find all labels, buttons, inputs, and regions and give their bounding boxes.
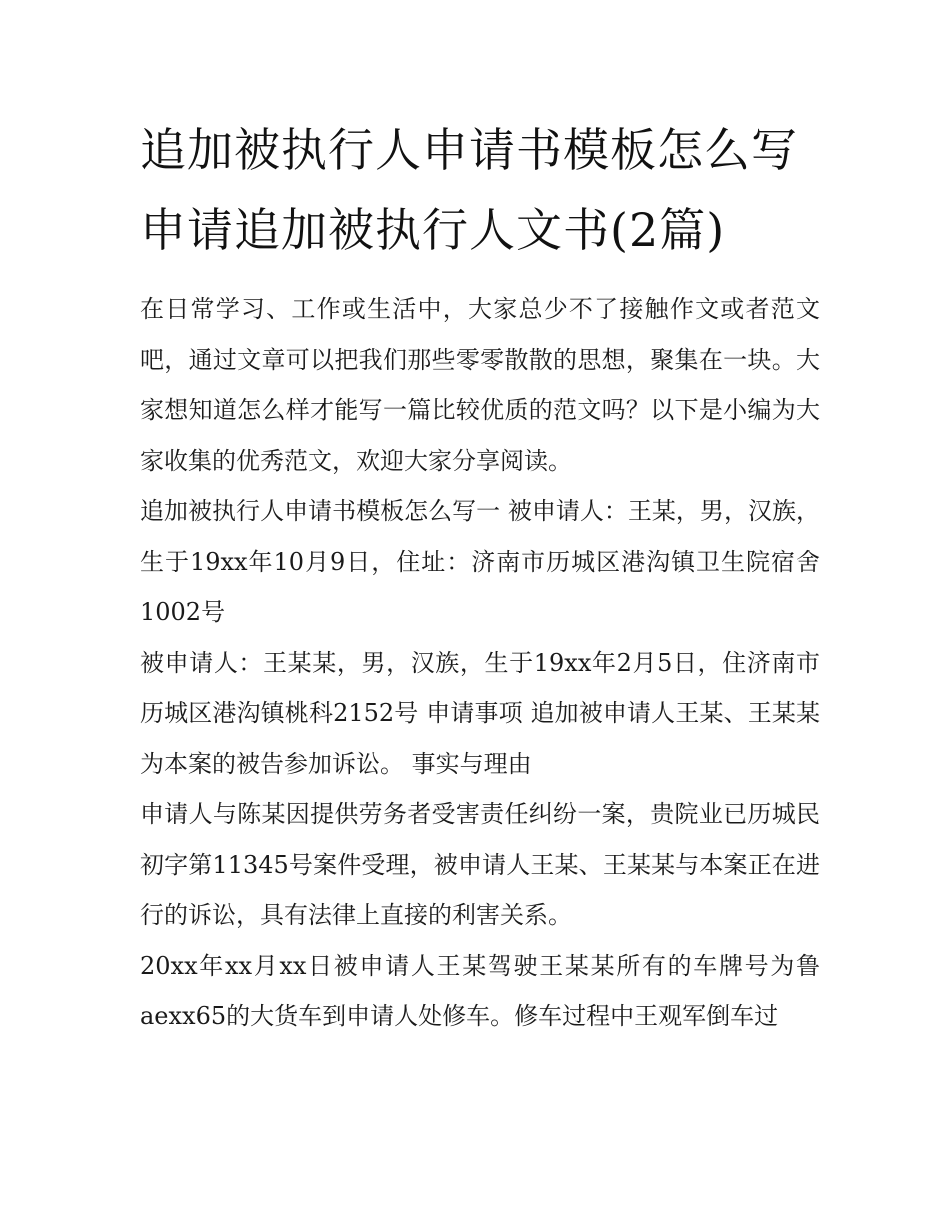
- paragraph-intro: 在日常学习、工作或生活中，大家总少不了接触作文或者范文吧，通过文章可以把我们那些零零散散的思想，聚集在一块。大家想知道怎么样才能写一篇比较优质的范文吗？以下是小编为大家收集的优秀范文，欢迎大家分享阅读。: [140, 295, 820, 475]
- paragraph-facts: 申请人与陈某因提供劳务者受害责任纠纷一案，贵院业已历城民初字第11345号案件受理，被申请人王某、王某某与本案正在进行的诉讼，具有法律上直接的利害关系。: [140, 800, 820, 929]
- paragraph-respondent-2: 被申请人：王某某，男，汉族，生于19xx年2月5日，住济南市历城区港沟镇桃科2152号 申请事项 追加被申请人王某、王某某为本案的被告参加诉讼。 事实与理由: [140, 648, 820, 778]
- paragraph-incident: 20xx年xx月xx日被申请人王某驾驶王某某所有的车牌号为鲁aexx65的大货车到申请人处修车。修车过程中王观军倒车过: [140, 951, 820, 1030]
- document-body: [140, 110, 820, 1042]
- document-title: 追加被执行人申请书模板怎么写 申请追加被执行人文书(2篇): [140, 123, 798, 257]
- paragraph-respondent-1: 追加被执行人申请书模板怎么写一 被申请人：王某，男，汉族，生于19xx年10月9日，住址：济南市历城区港沟镇卫生院宿舍1002号: [140, 497, 820, 626]
